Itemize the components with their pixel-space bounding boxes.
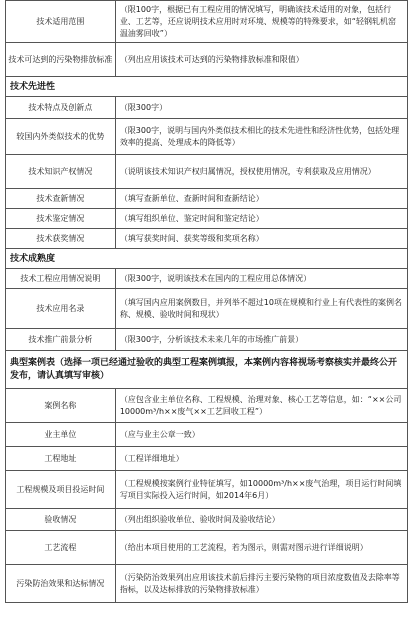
row-value: （限300字，说明该技术在国内的工程应用总体情况） [115, 269, 407, 289]
row-label: 技术查新情况 [6, 189, 116, 209]
row-value: （给出本项目使用的工艺流程，若为图示，则需对图示进行详细说明） [115, 531, 407, 565]
form-row [6, 1, 408, 43]
row-label: 污染防治效果和达标情况 [6, 565, 116, 603]
row-label: 技术适用范围 [6, 1, 116, 43]
row-value: （工程详细地址） [115, 447, 407, 471]
row-label: 工程地址 [6, 447, 116, 471]
form-row [6, 289, 408, 329]
row-value: （填写组织单位、鉴定时间和鉴定结论） [115, 209, 407, 229]
row-value: （限300字，分析该技术未来几年的市场推广前景） [115, 329, 407, 351]
row-label: 技术获奖情况 [6, 229, 116, 249]
row-value: （填写查新单位、查新时间和查新结论） [115, 189, 407, 209]
section-title-typical-case: 典型案例表（选择一项已经通过验收的典型工程案例填报，本案例内容将视场考察核实并最终公开发布，请认真填写审核） [6, 351, 408, 389]
row-value: （污染防治效果列出应用该技术前后排污主要污染物的项目浓度数值及去除率等指标，以及达标排放的污染物排放标准） [115, 565, 407, 603]
form-row [6, 229, 408, 249]
row-value: （工程规模按案例行业特征填写，如10000m³/h××废气治理，项目运行时间填写项目实际投入运行时间，如2014年6月） [115, 471, 407, 509]
form-row [6, 329, 408, 351]
row-value: （填写获奖时间、获奖等级和奖项名称） [115, 229, 407, 249]
section-title-advanced: 技术先进性 [6, 77, 408, 97]
row-value: （列出应用该技术可达到的污染物排放标准和限值） [115, 43, 407, 77]
form-row [6, 97, 408, 119]
section-header-row [6, 249, 408, 269]
form-row [6, 189, 408, 209]
row-label: 技术应用名录 [6, 289, 116, 329]
row-label: 技术推广前景分析 [6, 329, 116, 351]
row-label: 技术知识产权情况 [6, 155, 116, 189]
form-row [6, 565, 408, 603]
row-value: （限100字，根据已有工程应用的情况填写，明确该技术适用的对象，包括行业、工艺等，还应说明技术应用时对环境、规模等的特殊要求，如“轻钢轧机窑温油雾回收”） [115, 1, 407, 43]
form-row [6, 423, 408, 447]
form-row [6, 155, 408, 189]
form-row [6, 389, 408, 423]
form-row [6, 43, 408, 77]
row-label: 案例名称 [6, 389, 116, 423]
form-row [6, 509, 408, 531]
section-header-row [6, 77, 408, 97]
row-label: 技术可达到的污染物排放标准 [6, 43, 116, 77]
row-value: （说明该技术知识产权归属情况，授权使用情况，专利获取及应用情况） [115, 155, 407, 189]
form-row [6, 471, 408, 509]
row-value: （应包含业主单位名称、工程规模、治理对象、核心工艺等信息，如：“××公司10000m³/h××废气××工艺回收工程”） [115, 389, 407, 423]
row-value: （应与业主公章一致） [115, 423, 407, 447]
row-value: （列出组织验收单位、验收时间及验收结论） [115, 509, 407, 531]
row-label: 工程规模及项目投运时间 [6, 471, 116, 509]
row-value: （填写国内应用案例数目，并列举不超过10项在规模和行业上有代表性的案例名称、规模、验收时间和现状） [115, 289, 407, 329]
section-title-maturity: 技术成熟度 [6, 249, 408, 269]
form-row [6, 269, 408, 289]
section-header-row [6, 351, 408, 389]
form-row [6, 531, 408, 565]
row-label: 技术特点及创新点 [6, 97, 116, 119]
row-label: 较国内外类似技术的优势 [6, 119, 116, 155]
row-label: 业主单位 [6, 423, 116, 447]
technology-form-table [5, 0, 408, 603]
row-value: （限300字，说明与国内外类似技术相比的技术先进性和经济性优势，包括处理效率的提高、处理成本的降低等） [115, 119, 407, 155]
form-row [6, 209, 408, 229]
row-label: 验收情况 [6, 509, 116, 531]
form-row [6, 447, 408, 471]
row-value: （限300字） [115, 97, 407, 119]
row-label: 工艺流程 [6, 531, 116, 565]
row-label: 技术工程应用情况说明 [6, 269, 116, 289]
row-label: 技术鉴定情况 [6, 209, 116, 229]
form-row [6, 119, 408, 155]
